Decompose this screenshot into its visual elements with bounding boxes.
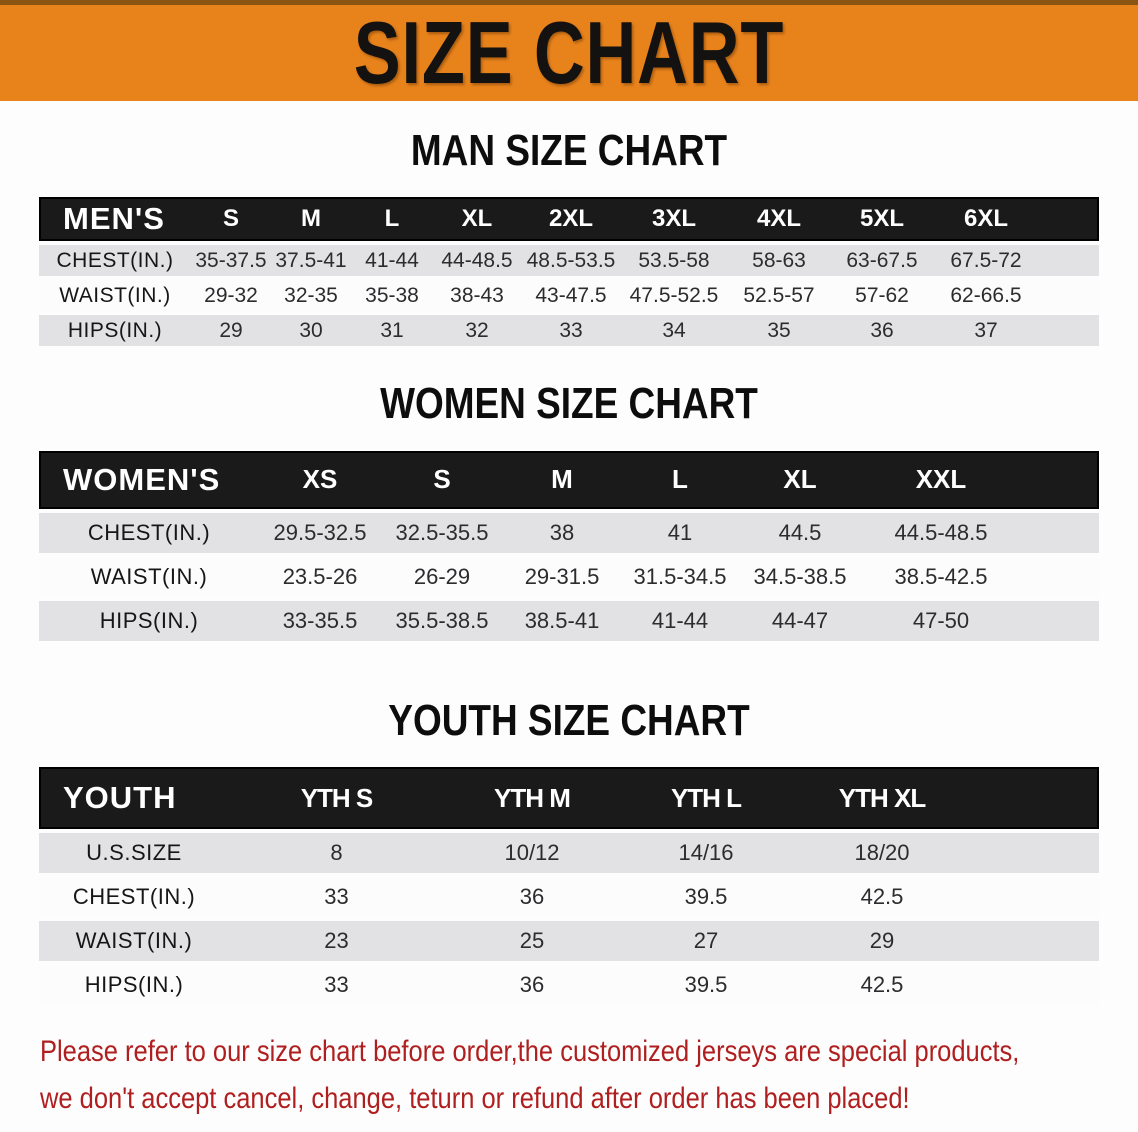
table-cell: 44-47 (739, 601, 861, 641)
table-cell: 44.5-48.5 (861, 513, 1021, 553)
table-cell: 31 (351, 315, 433, 346)
table-cell: 29-31.5 (503, 557, 621, 597)
women-size-table (39, 447, 1099, 645)
men-size-table (39, 193, 1099, 350)
table-row (39, 315, 1099, 346)
disclaimer (40, 1029, 1138, 1122)
row-label: WAIST(IN.) (39, 921, 229, 961)
men-col-6xl: 6XL (933, 197, 1039, 241)
table-cell: 31.5-34.5 (621, 557, 739, 597)
table-cell: 25 (444, 921, 620, 961)
table-cell: 42.5 (792, 877, 972, 917)
banner-title: SIZE CHART (353, 3, 785, 102)
table-cell: 57-62 (831, 280, 933, 311)
table-cell: 18/20 (792, 833, 972, 873)
row-label: WAIST(IN.) (39, 280, 191, 311)
youth-section-heading: YOUTH SIZE CHART (388, 695, 750, 745)
table-cell: 44.5 (739, 513, 861, 553)
youth-header-row (39, 767, 1099, 829)
table-cell: 36 (444, 877, 620, 917)
table-cell: 10/12 (444, 833, 620, 873)
spacer-cell (972, 767, 1099, 829)
table-row (39, 833, 1099, 873)
women-col-m: M (503, 451, 621, 509)
table-cell: 63-67.5 (831, 245, 933, 276)
men-col-4xl: 4XL (727, 197, 831, 241)
table-cell: 14/16 (620, 833, 792, 873)
table-cell: 47.5-52.5 (621, 280, 727, 311)
women-col-s: S (381, 451, 503, 509)
youth-corner-label: YOUTH (39, 767, 229, 829)
table-cell: 35-38 (351, 280, 433, 311)
table-cell: 23.5-26 (259, 557, 381, 597)
table-cell: 33 (521, 315, 621, 346)
spacer-cell (1021, 451, 1099, 509)
table-row (39, 280, 1099, 311)
table-cell: 36 (831, 315, 933, 346)
table-cell: 37 (933, 315, 1039, 346)
table-cell: 35.5-38.5 (381, 601, 503, 641)
table-cell: 30 (271, 315, 351, 346)
table-cell: 38.5-41 (503, 601, 621, 641)
youth-col-s: YTH S (229, 767, 444, 829)
table-cell: 38.5-42.5 (861, 557, 1021, 597)
women-header-row (39, 451, 1099, 509)
men-col-s: S (191, 197, 271, 241)
table-cell: 53.5-58 (621, 245, 727, 276)
table-cell: 37.5-41 (271, 245, 351, 276)
spacer-cell (1039, 245, 1099, 276)
table-cell: 34.5-38.5 (739, 557, 861, 597)
table-cell: 23 (229, 921, 444, 961)
men-corner-label: MEN'S (39, 197, 191, 241)
table-cell: 39.5 (620, 965, 792, 1005)
table-cell: 29.5-32.5 (259, 513, 381, 553)
row-label: WAIST(IN.) (39, 557, 259, 597)
table-cell: 32 (433, 315, 521, 346)
spacer-cell (972, 965, 1099, 1005)
women-corner-label: WOMEN'S (39, 451, 259, 509)
table-row (39, 877, 1099, 917)
table-cell: 58-63 (727, 245, 831, 276)
row-label: HIPS(IN.) (39, 601, 259, 641)
table-cell: 33-35.5 (259, 601, 381, 641)
table-cell: 32.5-35.5 (381, 513, 503, 553)
table-cell: 38 (503, 513, 621, 553)
table-cell: 42.5 (792, 965, 972, 1005)
men-col-2xl: 2XL (521, 197, 621, 241)
table-cell: 34 (621, 315, 727, 346)
women-section-heading: WOMEN SIZE CHART (380, 379, 758, 429)
disclaimer-line-2: we don't accept cancel, change, teturn or refund after order has been placed! (40, 1081, 910, 1115)
row-label: CHEST(IN.) (39, 513, 259, 553)
spacer-cell (1021, 601, 1099, 641)
row-label: CHEST(IN.) (39, 877, 229, 917)
table-row (39, 245, 1099, 276)
table-cell: 41-44 (621, 601, 739, 641)
men-col-xl: XL (433, 197, 521, 241)
table-cell: 52.5-57 (727, 280, 831, 311)
table-cell: 62-66.5 (933, 280, 1039, 311)
table-cell: 43-47.5 (521, 280, 621, 311)
spacer-cell (972, 921, 1099, 961)
men-col-m: M (271, 197, 351, 241)
table-row (39, 921, 1099, 961)
disclaimer-line-1: Please refer to our size chart before order,the customized jerseys are special products, (40, 1035, 1020, 1069)
table-cell: 8 (229, 833, 444, 873)
table-cell: 33 (229, 965, 444, 1005)
youth-col-xl: YTH XL (792, 767, 972, 829)
table-cell: 26-29 (381, 557, 503, 597)
table-cell: 35-37.5 (191, 245, 271, 276)
women-col-xs: XS (259, 451, 381, 509)
spacer-cell (1021, 513, 1099, 553)
row-label: HIPS(IN.) (39, 315, 191, 346)
table-cell: 36 (444, 965, 620, 1005)
table-cell: 47-50 (861, 601, 1021, 641)
table-cell: 33 (229, 877, 444, 917)
row-label: U.S.SIZE (39, 833, 229, 873)
men-col-l: L (351, 197, 433, 241)
spacer-cell (1039, 280, 1099, 311)
women-col-l: L (621, 451, 739, 509)
table-cell: 44-48.5 (433, 245, 521, 276)
table-row (39, 965, 1099, 1005)
women-col-xxl: XXL (861, 451, 1021, 509)
youth-size-table (39, 763, 1099, 1009)
table-cell: 38-43 (433, 280, 521, 311)
table-cell: 35 (727, 315, 831, 346)
table-cell: 41 (621, 513, 739, 553)
spacer-cell (1021, 557, 1099, 597)
spacer-cell (972, 877, 1099, 917)
youth-col-l: YTH L (620, 767, 792, 829)
men-col-3xl: 3XL (621, 197, 727, 241)
table-cell: 48.5-53.5 (521, 245, 621, 276)
spacer-cell (1039, 197, 1099, 241)
men-col-5xl: 5XL (831, 197, 933, 241)
row-label: CHEST(IN.) (39, 245, 191, 276)
table-cell: 29 (191, 315, 271, 346)
women-col-xl: XL (739, 451, 861, 509)
table-cell: 67.5-72 (933, 245, 1039, 276)
spacer-cell (972, 833, 1099, 873)
table-cell: 39.5 (620, 877, 792, 917)
table-row (39, 601, 1099, 641)
table-cell: 32-35 (271, 280, 351, 311)
table-cell: 41-44 (351, 245, 433, 276)
table-cell: 29 (792, 921, 972, 961)
spacer-cell (1039, 315, 1099, 346)
row-label: HIPS(IN.) (39, 965, 229, 1005)
table-row (39, 557, 1099, 597)
table-row (39, 513, 1099, 553)
men-section-heading: MAN SIZE CHART (410, 126, 728, 175)
men-header-row (39, 197, 1099, 241)
table-cell: 27 (620, 921, 792, 961)
banner (0, 0, 1138, 101)
youth-col-m: YTH M (444, 767, 620, 829)
table-cell: 29-32 (191, 280, 271, 311)
